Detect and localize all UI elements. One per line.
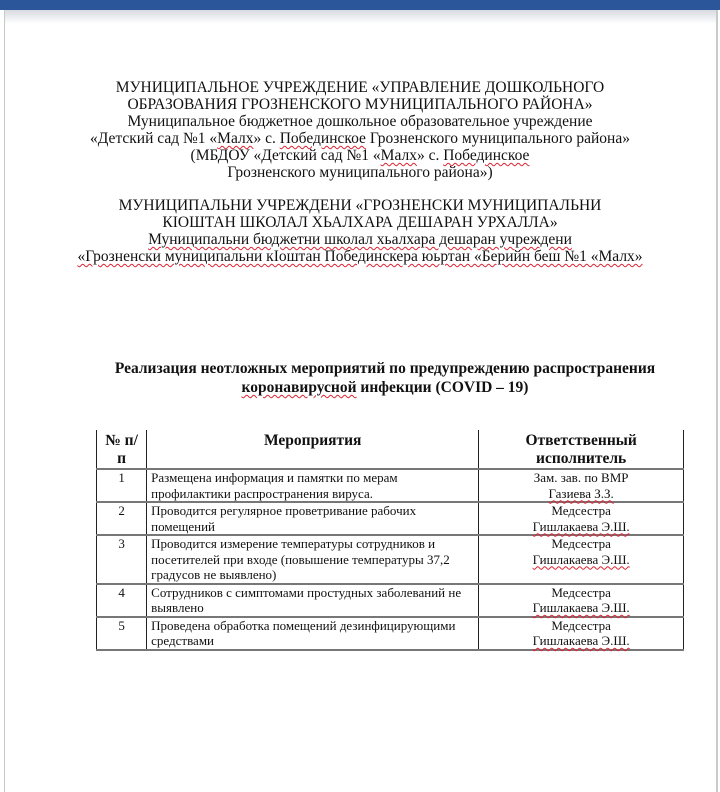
text: » с. [416, 147, 444, 164]
title-line-1: Реализация неотложных мероприятий по предупреждению распространения [114, 360, 656, 377]
cell-responsible [479, 535, 684, 584]
cell-activity: Проводится измерение температуры сотрудников и посетителей при входе (повышение температуры 37,2 градусов не выявлено) [147, 535, 479, 584]
table-row [97, 535, 684, 584]
header-ce-line: Муниципальни бюджетни школал хьалхара дешаран учреждени [148, 231, 572, 248]
header-ce-line: КIОШТАН ШКОЛАЛ ХЬАЛХАРА ДЕШАРАН УРХАЛЛА» [162, 214, 558, 231]
text: » с. [253, 130, 280, 147]
role: Медсестра [551, 503, 611, 518]
spellcheck-word[interactable]: Малх [380, 147, 417, 164]
header-russian [0, 79, 720, 181]
page-shadow [4, 10, 718, 24]
header-ru-line: Грозненского муниципального района») [227, 164, 493, 181]
role: Медсестра [551, 617, 611, 633]
header-ru-line: МУНИЦИПАЛЬНОЕ УЧРЕЖДЕНИЕ «УПРАВЛЕНИЕ ДОШКОЛЬНОГО [115, 79, 605, 96]
header-chechen [0, 197, 720, 265]
cell-num: 4 [97, 584, 147, 617]
header-ce-line: МУНИЦИПАЛЬНИ УЧРЕЖДЕНИ «ГРОЗНЕНСКИ МУНИЦИПАЛЬНИ [118, 197, 602, 214]
cell-responsible [479, 502, 684, 535]
cell-responsible [479, 469, 684, 502]
text: Грозненского муниципального района» [365, 130, 630, 147]
spellcheck-word[interactable]: Побединское [279, 130, 366, 147]
cell-activity: Сотрудников с симптомами простудных заболеваний не выявлено [147, 584, 479, 617]
role: Медсестра [551, 584, 611, 600]
text: «Детский сад №1 « [90, 130, 218, 147]
document-title [0, 359, 720, 397]
role: Медсестра [551, 536, 611, 551]
text: инфекции (COVID – 19) [356, 379, 529, 396]
person: Гишлакаева Э.Ш. [532, 518, 630, 534]
spellcheck-word[interactable]: Побединское [443, 147, 530, 164]
cell-num: 3 [97, 535, 147, 584]
col-header-activity: Мероприятия [147, 430, 479, 469]
role: Зам. зав. по ВМР [533, 470, 629, 485]
app-title-bar [0, 0, 720, 10]
cell-num: 5 [97, 617, 147, 650]
cell-responsible [479, 617, 684, 650]
cell-activity: Проводится регулярное проветривание рабочих помещений [147, 502, 479, 535]
cell-activity: Проведена обработка помещений дезинфицирующими средствами [147, 617, 479, 650]
cell-num: 1 [97, 469, 147, 502]
header-ru-line [0, 130, 720, 147]
header-ru-line [0, 147, 720, 164]
table-row [97, 617, 684, 650]
person: Гишлакаева Э.Ш. [532, 551, 630, 567]
col-header-responsible: Ответственный исполнитель [479, 430, 684, 469]
header-ru-line: Муниципальное бюджетное дошкольное образовательное учреждение [127, 113, 593, 130]
header-ru-line: ОБРАЗОВАНИЯ ГРОЗНЕНСКОГО МУНИЦИПАЛЬНОГО РАЙОНА» [127, 96, 593, 113]
cell-responsible [479, 584, 684, 617]
col-header-num: № п/п [97, 430, 147, 469]
table-row [97, 502, 684, 535]
title-line-2 [0, 378, 720, 397]
person: Гишлакаева Э.Ш. [532, 633, 630, 648]
events-table [96, 430, 684, 651]
table-row [97, 469, 684, 502]
text: (МБДОУ «Детский сад №1 « [190, 147, 381, 164]
cell-num: 2 [97, 502, 147, 535]
person: Газиева З.З. [548, 485, 614, 501]
table-row [97, 584, 684, 617]
person: Гишлакаева Э.Ш. [532, 600, 630, 615]
cell-activity: Размещена информация и памятки по мерам профилактики распространения вируса. [147, 469, 479, 502]
spellcheck-word[interactable]: Малх [217, 130, 254, 147]
spellcheck-word[interactable]: коронавирусной [241, 379, 357, 396]
header-ce-line: «Грозненски муниципальни кIоштан Побединскера юьртан «Берийн беш №1 «Малх» [77, 248, 643, 265]
table-header-row [97, 430, 684, 469]
